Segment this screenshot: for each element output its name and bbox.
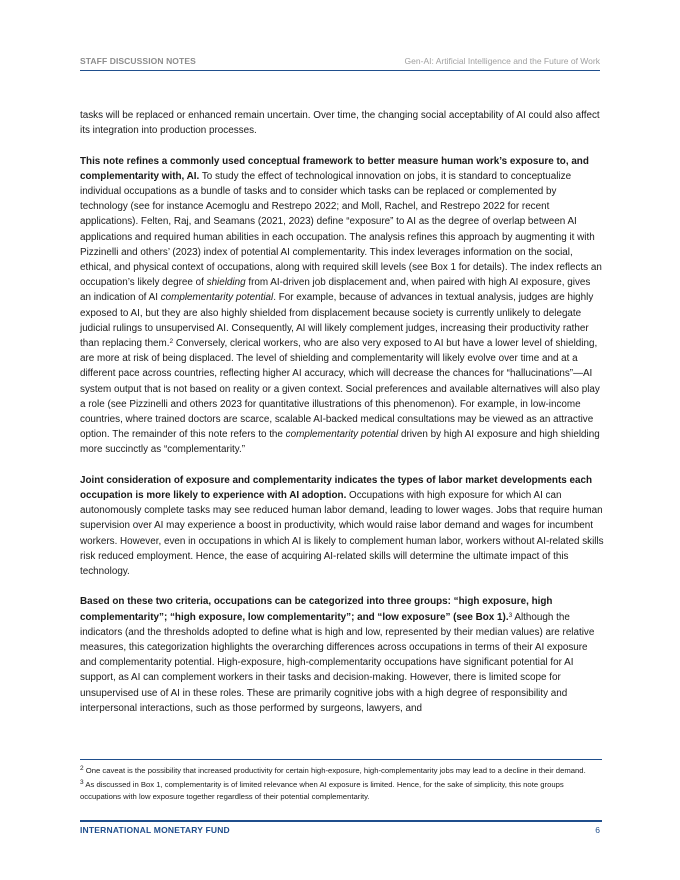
footnote-text: As discussed in Box 1, complementarity is of limited relevance when AI exposure is limited. Hence, for the sake of simplicity, this note groups occupations with low exposure together regardless of their potential complementarity. [80,780,564,801]
paragraph-text: Conversely, clerical workers, who are also very exposed to AI but have a lower level of shielding, are more at risk of being displaced. The level of shielding and complementarity will likely evolve over time and at a different pace across countries, reflecting higher AI accuracy, which will decrease the chances for “hallucinations”—AI system output that is not based on reality or a given context. Social preferences and available alternatives will also play a role (see Pizzinelli and others 2023 for quantitative illustrations of this phenomenon). For example, in low-income countries, where trained doctors are scarce, scalable AI-backed medical consultations may be viewed as an attractive option. The remainder of this note refers to the [80,338,600,441]
running-header-subtitle: Gen-AI: Artificial Intelligence and the Future of Work [404,56,600,66]
footnote-3 [80,779,604,802]
paragraph-text: Although the indicators (and the thresholds adopted to define what is high and low, represented by their median values) are relative measures, this categorization highlights the overarching differences across occupations in terms of their AI exposure and complementarity potential. High-exposure, high-complementarity occupations have significant potential for AI support, as AI can complement workers in their tasks and decision-making. However, there is limited scope for unsupervised use of AI in these roles. These are primarily cognitive jobs with a high degree of responsibility and interpersonal interactions, such as those performed by surgeons, lawyers, and [80,611,595,714]
footnote-2 [80,765,604,776]
paragraph-framework [80,154,604,458]
footnote-number: 2 [80,765,84,772]
footer-divider [80,820,602,822]
footnote-ref-2[interactable]: 2 [169,338,174,346]
paragraph-lead: Joint consideration of exposure and complementarity indicates the types of labor market developments each occupation is more likely to experience with AI adoption. [80,474,592,502]
footnotes [80,765,604,805]
paragraph-text: driven by high AI exposure and high shielding more succinctly as “complementarity.” [80,429,600,456]
footnote-divider [80,759,602,760]
emphasis-complementarity: complementarity potential [160,292,274,304]
paragraph-lead: This note refines a commonly used conceptual framework to better measure human work’s exposure to, and complementarity with, AI. [80,155,589,182]
footer-organization: INTERNATIONAL MONETARY FUND [80,825,230,835]
running-header-title: STAFF DISCUSSION NOTES [80,56,196,66]
footnote-ref-3[interactable]: 3 [508,611,513,619]
paragraph-continuation [80,108,604,138]
paragraph-text: . For example, because of advances in textual analysis, judges are highly exposed to AI, but they are also highly shielded from displacement because society is currently unlikely to delegate judicial rulings to unsupervised AI. Consequently, AI will likely complement judges, increasing their productivity rather than replacing them. [80,292,594,350]
paragraph-text: tasks will be replaced or enhanced remain uncertain. Over time, the changing social acceptability of AI could also affect its integration into production processes. [80,110,600,137]
emphasis-shielding: shielding [206,277,246,289]
paragraph-text: from AI-driven job displacement and, when paired with high AI exposure, gives an indication of AI [80,277,591,304]
emphasis-complementarity: complementarity potential [285,429,399,441]
footnote-number: 3 [80,779,84,787]
footnote-text: One caveat is the possibility that increased productivity for certain high-exposure, high-complementarity jobs may lead to a decline in their demand. [83,766,586,775]
paragraph-joint-consideration [80,473,604,579]
main-body [80,108,604,731]
paragraph-text: Occupations with high exposure for which AI can autonomously complete tasks may see reduced human labor demand, leading to lower wages. Jobs that require human supervision over AI may experience a boost in productivity, which would raise labor demand and wages for incumbent workers. However, even in occupations in which AI is likely to complement human labor, workers without AI-related skills risk reduced employment. Hence, the ease of acquiring AI-related skills will determine the ultimate impact of this technology. [80,490,604,578]
paragraph-text: To study the effect of technological innovation on jobs, it is standard to conceptualize individual occupations as a bundle of tasks and to consider which tasks can be replaced or complemented by technology (see for instance Acemoglu and Restrepo 2022; and Moll, Rachel, and Restrepo 2022 for recent applications). Felten, Raj, and Seamans (2021, 2023) define “exposure” to AI as the degree of overlap between AI applications and required human abilities in each occupation. The analysis refines this approach by augmenting it with Pizzinelli and others’ (2023) index of potential AI complementarity. This index leverages information on the social, ethical, and physical context of occupations, along with required skill levels (see Box 1 for details). The index reflects an occupation’s likely degree of [80,170,602,289]
paragraph-categories [80,594,604,716]
header-divider [80,70,600,71]
page-number: 6 [595,825,600,835]
paragraph-lead: Based on these two criteria, occupations can be categorized into three groups: “high exposure, high complementarity”; “high exposure, low complementarity”; and “low exposure” (see Box 1). [80,596,553,623]
